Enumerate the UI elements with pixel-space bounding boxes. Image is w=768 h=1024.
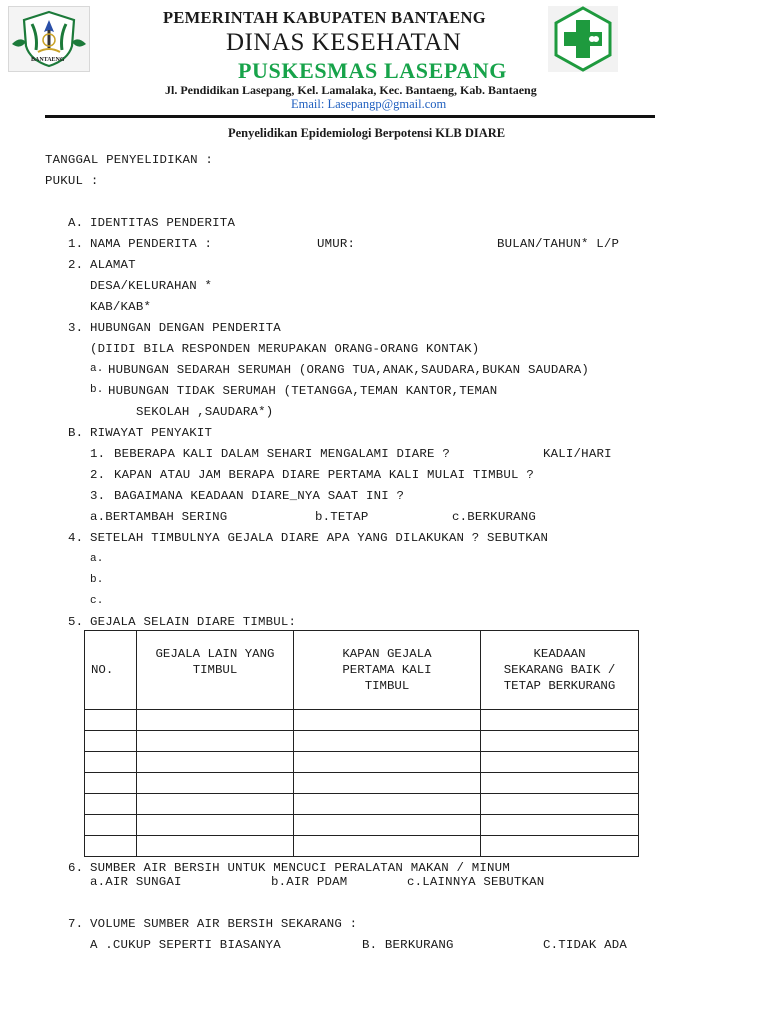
table-cell — [137, 710, 294, 731]
q6-option-a: a.AIR SUNGAI — [90, 875, 182, 889]
item-2-number: 2. — [68, 258, 84, 272]
hubungan-note: (DIIDI BILA RESPONDEN MERUPAKAN ORANG-ORANG KONTAK) — [90, 342, 480, 356]
hubungan-b-text: HUBUNGAN TIDAK SERUMAH (TETANGGA,TEMAN KANTOR,TEMAN — [108, 384, 498, 398]
table-cell — [294, 794, 481, 815]
hubungan-a-text: HUBUNGAN SEDARAH SERUMAH (ORANG TUA,ANAK,SAUDARA,BUKAN SAUDARA) — [108, 363, 590, 377]
table-row — [85, 815, 639, 836]
table-body — [85, 710, 639, 857]
q6-option-c: c.LAINNYA SEBUTKAN — [407, 875, 545, 889]
table-cell — [137, 731, 294, 752]
item-1-number: 1. — [68, 237, 84, 251]
q7-option-b: B. BERKURANG — [362, 938, 454, 952]
header-gejala-line1: GEJALA LAIN YANG — [155, 647, 275, 661]
q5-number: 5. — [68, 615, 84, 629]
form-title: Penyelidikan Epidemiologi Berpotensi KLB DIARE — [228, 126, 506, 140]
umur-label: UMUR: — [317, 237, 356, 251]
q1-unit: KALI/HARI — [543, 447, 612, 461]
email-address: Email: Lasepangp@gmail.com — [291, 97, 447, 111]
header-gejala-line2: TIMBUL — [192, 663, 238, 677]
q1-number: 1. — [90, 447, 106, 461]
pukul-field: PUKUL : — [45, 174, 99, 188]
table-cell — [137, 752, 294, 773]
table-cell — [481, 815, 639, 836]
q2-number: 2. — [90, 468, 106, 482]
table-cell — [85, 752, 137, 773]
header-keadaan-line1: KEADAAN — [533, 647, 586, 661]
header-gejala — [137, 631, 294, 710]
section-b-label: RIWAYAT PENYAKIT — [90, 426, 213, 440]
header-keadaan — [481, 631, 639, 710]
q6-option-b: b.AIR PDAM — [271, 875, 348, 889]
header-keadaan-line2: SEKARANG BAIK / — [503, 663, 616, 677]
hubungan-b-marker: b. — [90, 384, 104, 396]
table-cell — [85, 710, 137, 731]
header-kapan — [294, 631, 481, 710]
q3-text: BAGAIMANA KEADAAN DIARE_NYA SAAT INI ? — [114, 489, 405, 503]
header-kapan-line3: TIMBUL — [364, 679, 410, 693]
table-cell — [137, 773, 294, 794]
q4-line-b: b. — [90, 574, 104, 586]
tanggal-field: TANGGAL PENYELIDIKAN : — [45, 153, 213, 167]
bantaeng-regency-logo — [8, 6, 90, 72]
table-cell — [85, 773, 137, 794]
table-cell — [137, 794, 294, 815]
alamat-label: ALAMAT — [90, 258, 136, 272]
q3-number: 3. — [90, 489, 106, 503]
table-cell — [137, 815, 294, 836]
table-cell — [481, 710, 639, 731]
table-row — [85, 794, 639, 815]
government-name: PEMERINTAH KABUPATEN BANTAENG — [163, 8, 486, 27]
table-cell — [481, 731, 639, 752]
table-header-row — [85, 631, 639, 710]
address: Jl. Pendidikan Lasepang, Kel. Lamalaka, Kec. Bantaeng, Kab. Bantaeng — [165, 83, 537, 97]
header-kapan-line2: PERTAMA KALI — [342, 663, 432, 677]
table-row — [85, 836, 639, 857]
q7-option-c: C.TIDAK ADA — [543, 938, 627, 952]
q1-text: BEBERAPA KALI DALAM SEHARI MENGALAMI DIARE ? — [114, 447, 450, 461]
q4-line-c: c. — [90, 595, 104, 607]
q3-option-b: b.TETAP — [315, 510, 369, 524]
hubungan-b-text-cont: SEKOLAH ,SAUDARA*) — [136, 405, 274, 419]
section-a-marker: A. — [68, 216, 84, 230]
q5-text: GEJALA SELAIN DIARE TIMBUL: — [90, 615, 297, 629]
section-a-label: IDENTITAS PENDERITA — [90, 216, 236, 230]
header-no — [85, 631, 137, 710]
agency-name: DINAS KESEHATAN — [226, 29, 462, 56]
letterhead-rule — [45, 115, 655, 118]
table-cell — [294, 836, 481, 857]
q3-option-c: c.BERKURANG — [452, 510, 536, 524]
bulan-tahun-label: BULAN/TAHUN* L/P — [497, 237, 620, 251]
q4-number: 4. — [68, 531, 84, 545]
header-keadaan-line3: TETAP BERKURANG — [503, 679, 616, 693]
gejala-table — [84, 630, 639, 857]
table-row — [85, 710, 639, 731]
q4-text: SETELAH TIMBULNYA GEJALA DIARE APA YANG DILAKUKAN ? SEBUTKAN — [90, 531, 549, 545]
desa-kelurahan-label: DESA/KELURAHAN * — [90, 279, 213, 293]
item-3-number: 3. — [68, 321, 84, 335]
header-no-text: NO. — [91, 663, 114, 677]
table-cell — [294, 752, 481, 773]
health-cross-icon — [548, 6, 618, 72]
table-cell — [294, 731, 481, 752]
logo-label: BANTAENG — [31, 57, 65, 63]
hubungan-label: HUBUNGAN DENGAN PENDERITA — [90, 321, 281, 335]
q6-number: 6. — [68, 861, 84, 875]
table-cell — [294, 710, 481, 731]
table-cell — [481, 752, 639, 773]
q7-number: 7. — [68, 917, 84, 931]
puskesmas-name: PUSKESMAS LASEPANG — [238, 58, 507, 83]
table-cell — [481, 794, 639, 815]
section-b-marker: B. — [68, 426, 84, 440]
table-cell — [85, 794, 137, 815]
table-cell — [294, 773, 481, 794]
table-row — [85, 731, 639, 752]
table-cell — [294, 815, 481, 836]
table-row — [85, 752, 639, 773]
q4-line-a: a. — [90, 553, 104, 565]
q7-text: VOLUME SUMBER AIR BERSIH SEKARANG : — [90, 917, 358, 931]
q6-text: SUMBER AIR BERSIH UNTUK MENCUCI PERALATAN MAKAN / MINUM — [90, 861, 510, 875]
table-cell — [85, 836, 137, 857]
kab-label: KAB/KAB* — [90, 300, 152, 314]
table-cell — [481, 836, 639, 857]
hubungan-a-marker: a. — [90, 363, 104, 375]
q7-option-a: A .CUKUP SEPERTI BIASANYA — [90, 938, 281, 952]
header-kapan-line1: KAPAN GEJALA — [342, 647, 432, 661]
table-row — [85, 773, 639, 794]
table-cell — [481, 773, 639, 794]
table-cell — [137, 836, 294, 857]
q2-text: KAPAN ATAU JAM BERAPA DIARE PERTAMA KALI MULAI TIMBUL ? — [114, 468, 534, 482]
q3-option-a: a.BERTAMBAH SERING — [90, 510, 228, 524]
table-cell — [85, 731, 137, 752]
table-cell — [85, 815, 137, 836]
nama-penderita-label: NAMA PENDERITA : — [90, 237, 213, 251]
